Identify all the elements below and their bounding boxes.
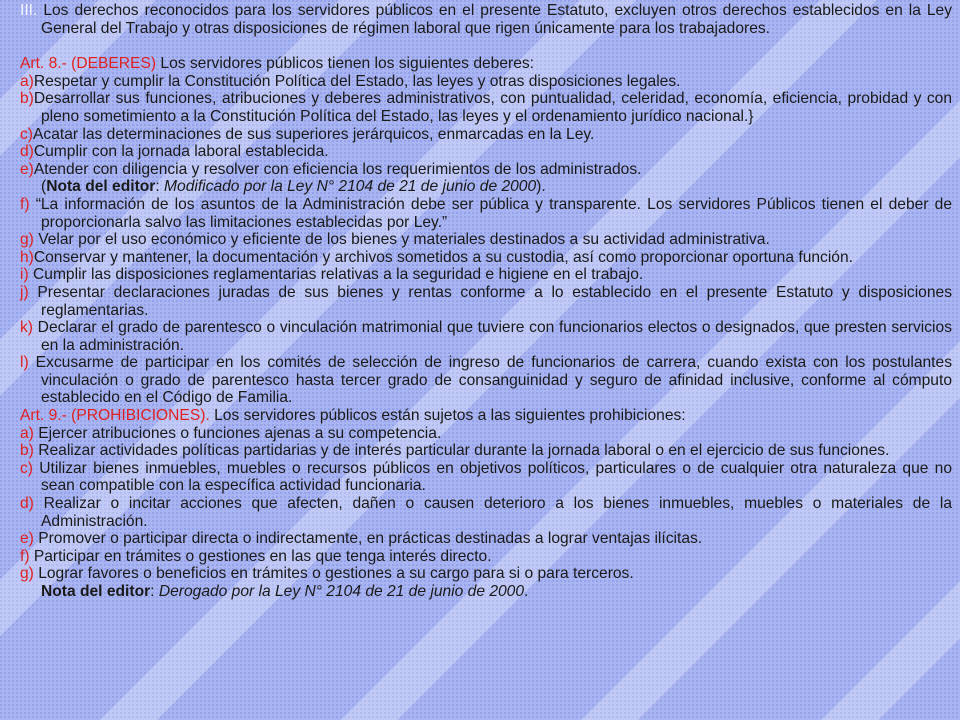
list-item <box>20 143 952 161</box>
item-text: Cumplir las disposiciones reglamentarias relativas a la seguridad e higiene en el trabajo. <box>28 266 644 284</box>
list-item <box>20 196 952 231</box>
list-item <box>20 565 952 583</box>
note-text: Modificado por la Ley N° 2104 de 21 de junio de 2000 <box>164 178 537 196</box>
item-marker: d) <box>20 143 34 161</box>
list-item <box>20 249 952 267</box>
item-marker: f) <box>20 195 30 213</box>
item-text: Declarar el grado de parentesco o vinculación matrimonial que tuviere con funcionarios electos o designados, que presten servicios en la administración. <box>33 319 952 354</box>
list-item <box>20 354 952 407</box>
note-label: Nota del editor <box>46 178 156 196</box>
list-item <box>20 126 952 144</box>
list-item <box>20 90 952 125</box>
intro-paragraph <box>20 2 952 37</box>
item-marker: e) <box>20 530 34 548</box>
article-close: ) <box>150 55 157 73</box>
item-marker: d) <box>20 495 34 513</box>
article-keyword: PROHIBICIONES <box>76 407 201 425</box>
item-text: Cumplir con la jornada laboral establecida. <box>33 143 329 161</box>
article-text: Los servidores públicos tienen los siguientes deberes: <box>156 55 534 73</box>
item-marker: b) <box>20 442 34 460</box>
item-text: Participar en trámites o gestiones en las que tenga interés directo. <box>29 547 492 565</box>
item-text: Desarrollar sus funciones, atribuciones y deberes administrativos, con puntualidad, celeridad, economía, eficiencia, probidad y con pleno sometimiento a la Constitución Política del Estado, las leyes y el ordenamiento jurídico nacional.} <box>33 90 952 125</box>
note-label: Nota del editor <box>41 583 151 600</box>
note-colon: : <box>150 583 159 600</box>
item-text: Atender con diligencia y resolver con eficiencia los requerimientos de los administrados. <box>33 160 642 178</box>
document-page <box>20 2 952 601</box>
art9-heading <box>20 407 952 425</box>
item-marker: a) <box>20 424 34 442</box>
item-text: Realizar actividades políticas partidarias y de interés particular durante la jornada laboral o en el ejercicio de sus funciones. <box>33 442 890 460</box>
item-marker: c) <box>20 459 33 477</box>
article-label: Art. 9.- ( <box>20 407 77 425</box>
item-marker: g) <box>20 565 34 583</box>
article-keyword: DEBERES <box>76 55 151 73</box>
list-item <box>20 425 952 443</box>
item-marker: g) <box>20 231 34 249</box>
item-marker: e) <box>20 160 34 178</box>
item-marker: b) <box>20 90 34 108</box>
item-marker: III. <box>20 2 38 19</box>
item-text: Utilizar bienes inmuebles, muebles o recursos públicos en objetivos políticos, particulares o de cualquier otra naturaleza que no sean compatible con la específica actividad funcionaria. <box>33 459 952 495</box>
item-text: Velar por el uso económico y eficiente de los bienes y materiales destinados a su actividad administrativa. <box>33 231 770 249</box>
note-open: ( <box>41 178 47 196</box>
item-marker: h) <box>20 248 34 266</box>
editor-note <box>20 178 952 196</box>
list-item <box>20 530 952 548</box>
list-item <box>20 548 952 566</box>
list-item <box>20 460 952 495</box>
item-marker: a) <box>20 72 34 90</box>
list-item <box>20 284 952 319</box>
article-text: Los servidores públicos están sujetos a las siguientes prohibiciones: <box>209 407 686 425</box>
item-text: Conservar y mantener, la documentación y archivos sometidos a su custodia, así como proporcionar oportuna función. <box>33 248 853 266</box>
note-close: ). <box>536 178 546 196</box>
item-text: Realizar o incitar acciones que afecten, dañen o causen deterioro a los bienes inmuebles, muebles o materiales de la Administración. <box>33 495 952 530</box>
list-item <box>20 161 952 179</box>
item-text: Presentar declaraciones juradas de sus bienes y rentas conforme a lo establecido en el presente Estatuto y disposiciones reglamentarias. <box>28 283 952 319</box>
item-marker: l) <box>20 354 29 372</box>
item-marker: c) <box>20 125 33 143</box>
item-marker: f) <box>20 547 30 565</box>
note-text: Derogado por la Ley N° 2104 de 21 de junio de 2000 <box>158 583 525 600</box>
item-text: “La información de los asuntos de la Administración debe ser pública y transparente. Los servidores Públicos tienen el deber de proporcionarla salvo las limitaciones establecidas por Ley.” <box>29 195 952 231</box>
editor-note <box>20 583 952 601</box>
item-text: Acatar las determinaciones de sus superiores jerárquicos, enmarcadas en la Ley. <box>33 125 595 143</box>
list-item <box>20 319 952 354</box>
list-item <box>20 266 952 284</box>
intro-text: Los derechos reconocidos para los servidores públicos en el presente Estatuto, excluyen otros derechos establecidos en la Ley General del Trabajo y otras disposiciones de régimen laboral que rigen únicamente para los trabajadores. <box>37 2 952 37</box>
item-text: Excusarme de participar en los comités de selección de ingreso de funcionarios de carrera, cuando exista con los postulantes vinculación o grado de parentesco hasta tercer grado de consanguinidad y seguro de afinidad inclusive, conforme al cómputo establecido en el Código de Familia. <box>28 354 952 407</box>
item-marker: i) <box>20 266 29 284</box>
item-marker: j) <box>20 283 29 301</box>
article-close: ). <box>200 407 210 425</box>
item-text: Ejercer atribuciones o funciones ajenas a su competencia. <box>33 424 442 442</box>
list-item <box>20 231 952 249</box>
item-text: Lograr favores o beneficios en trámites o gestiones a su cargo para si o para terceros. <box>33 565 634 583</box>
item-marker: k) <box>20 319 33 337</box>
note-end: . <box>524 583 529 600</box>
list-item <box>20 495 952 530</box>
item-text: Respetar y cumplir la Constitución Política del Estado, las leyes y otras disposiciones legales. <box>33 72 681 90</box>
item-text: Promover o participar directa o indirectamente, en prácticas destinadas a lograr ventajas ilícitas. <box>33 530 703 548</box>
article-label: Art. 8.- ( <box>20 55 77 73</box>
note-colon: : <box>155 178 165 196</box>
list-item <box>20 73 952 91</box>
art8-heading <box>20 55 952 73</box>
list-item <box>20 442 952 460</box>
